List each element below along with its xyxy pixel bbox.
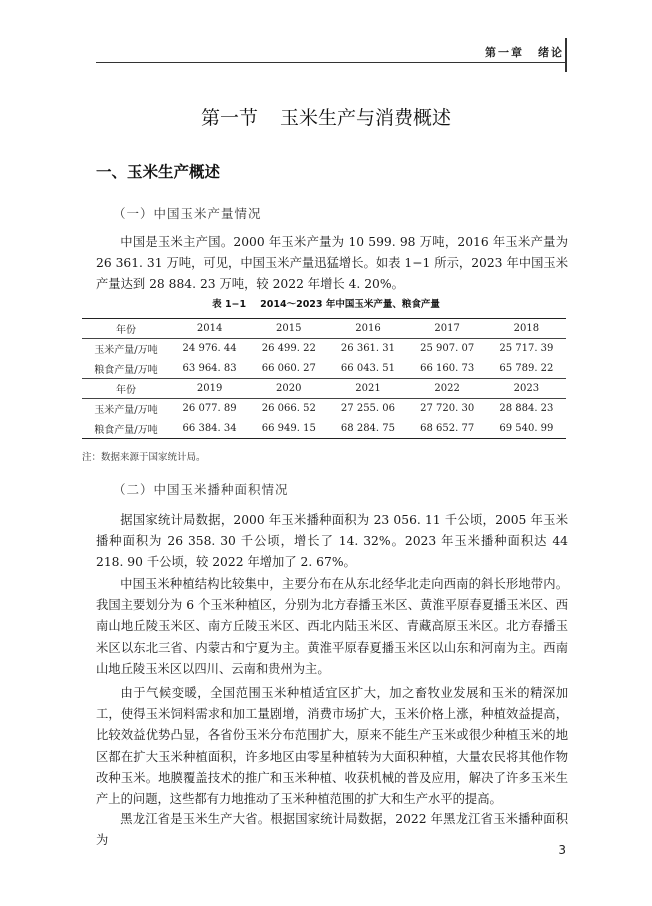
section-title-text: 玉米生产与消费概述 <box>280 107 452 129</box>
table-cell: 2017 <box>408 319 487 339</box>
table-cell: 2020 <box>249 379 328 399</box>
table-cell: 69 540. 99 <box>487 419 566 439</box>
table-cell-corn-label: 玉米产量/万吨 <box>82 339 170 359</box>
table-caption-number: 表 1−1 <box>212 299 247 310</box>
table-cell: 2015 <box>249 319 328 339</box>
paragraph-area-text: 据国家统计局数据，2000 年玉米播种面积为 23 056. 11 千公顷，2005 年玉米播种面积为 26 358. 30 千公顷，增长了 14. 32%。2023 年玉米播种面积达 44 218. 90 千公顷，较 2022 年增加了 2. 67%。 <box>96 513 568 570</box>
table-cell: 68 652. 77 <box>408 419 487 439</box>
table-cell: 27 720. 30 <box>408 399 487 419</box>
header-tick <box>565 38 567 72</box>
table-cell: 2014 <box>170 319 249 339</box>
subheading-area: （二）中国玉米播种面积情况 <box>113 482 289 497</box>
paragraph-yield-text: 中国是玉米主产国。2000 年玉米产量为 10 599. 98 万吨，2016 年玉米产量为 26 361. 31 万吨，可见，中国玉米产量迅猛增长。如表 1−1 所示，2023 年中国玉米产量达到 28 884. 23 万吨，较 2022 年增长 4. 20%。 <box>96 235 568 292</box>
running-head <box>485 44 564 60</box>
header-rule <box>96 62 566 63</box>
table-cell: 2022 <box>408 379 487 399</box>
table-cell-year-label: 年份 <box>82 379 170 399</box>
paragraph-climate <box>96 683 568 810</box>
table-cell: 66 060. 27 <box>261 362 316 374</box>
table-cell: 24 976. 44 <box>170 339 249 359</box>
table-cell: 68 284. 75 <box>328 419 407 439</box>
table-row-years-1 <box>82 319 566 339</box>
table-cell: 2023 <box>487 379 566 399</box>
paragraph-area <box>96 510 568 574</box>
table-caption <box>0 296 652 310</box>
table-cell: 25 907. 07 <box>408 339 487 359</box>
table-caption-text: 2014～2023 年中国玉米产量、粮食产量 <box>260 299 440 310</box>
table-cell: 2019 <box>170 379 249 399</box>
section-title <box>0 103 652 130</box>
table-cell-year-label: 年份 <box>82 319 170 339</box>
table-row-corn-1 <box>82 339 566 359</box>
table-cell: 2018 <box>487 319 566 339</box>
table-cell-grain-label: 粮食产量/万吨 <box>94 364 158 376</box>
running-head-title: 绪论 <box>538 46 564 59</box>
paragraph-yield <box>96 232 568 296</box>
table-cell: 25 717. 39 <box>487 339 566 359</box>
table-cell: 27 255. 06 <box>328 399 407 419</box>
subheading-yield: （一）中国玉米产量情况 <box>113 206 262 221</box>
table-cell: 2021 <box>328 379 407 399</box>
table-note: 注：数据来源于国家统计局。 <box>82 452 206 463</box>
table-cell: 26 499. 22 <box>249 339 328 359</box>
heading-corn-production: 一、玉米生产概述 <box>96 163 221 181</box>
page-number: 3 <box>558 843 566 857</box>
yield-table <box>82 318 566 439</box>
table-cell: 26 066. 52 <box>249 399 328 419</box>
paragraph-distribution-text: 中国玉米种植结构比较集中，主要分布在从东北经华北走向西南的斜长形地带内。我国主要划分为 6 个玉米种植区，分别为北方春播玉米区、黄淮平原春夏播玉米区、西南山地丘陵玉米区、南方丘陵玉米区、西北内陆玉米区、青藏高原玉米区。北方春播玉米区以东北三省、内蒙古和宁夏为主。黄淮平原春夏播玉米区以山东和河南为主。西南山地丘陵玉米区以四川、云南和贵州为主。 <box>96 577 568 676</box>
section-number: 第一节 <box>200 107 258 129</box>
table-cell: 65 789. 22 <box>499 362 554 374</box>
table-cell-corn-label: 玉米产量/万吨 <box>82 399 170 419</box>
table-cell: 66 160. 73 <box>420 362 475 374</box>
table-cell: 66 384. 34 <box>170 419 249 439</box>
table-cell: 66 949. 15 <box>249 419 328 439</box>
table-row-grain-2 <box>82 419 566 439</box>
table-cell: 63 964. 83 <box>182 362 237 374</box>
table-cell-grain-label: 粮食产量/万吨 <box>82 419 170 439</box>
table-cell: 26 361. 31 <box>328 339 407 359</box>
table-cell: 28 884. 23 <box>487 399 566 419</box>
running-head-chapter: 第一章 <box>485 46 524 59</box>
paragraph-heilongjiang-text: 黑龙江省是玉米生产大省。根据国家统计局数据，2022 年黑龙江省玉米播种面积为 <box>96 812 568 848</box>
table-cell: 2016 <box>328 319 407 339</box>
table-row-corn-2 <box>82 399 566 419</box>
paragraph-climate-text: 由于气候变暖，全国范围玉米种植适宜区扩大，加之畜牧业发展和玉米的精深加工，使得玉米饲料需求和加工量剧增，消费市场扩大，玉米价格上涨，种植效益提高，比较效益优势凸显，各省份玉米分布范围扩大，原来不能生产玉米或很少种植玉米的地区都在扩大玉米种植面积，许多地区由零星种植转为大面积种植，大量农民将其他作物改种玉米。地膜覆盖技术的推广和玉米种植、收获机械的普及应用，解决了许多玉米生产上的问题，这些都有力地推动了玉米种植范围的扩大和生产水平的提高。 <box>96 686 568 807</box>
paragraph-distribution <box>96 574 568 680</box>
table-cell: 66 043. 51 <box>340 362 395 374</box>
table-row-years-2 <box>82 379 566 399</box>
paragraph-heilongjiang <box>96 809 568 851</box>
table-cell: 26 077. 89 <box>170 399 249 419</box>
table-row-grain-1 <box>82 359 566 379</box>
